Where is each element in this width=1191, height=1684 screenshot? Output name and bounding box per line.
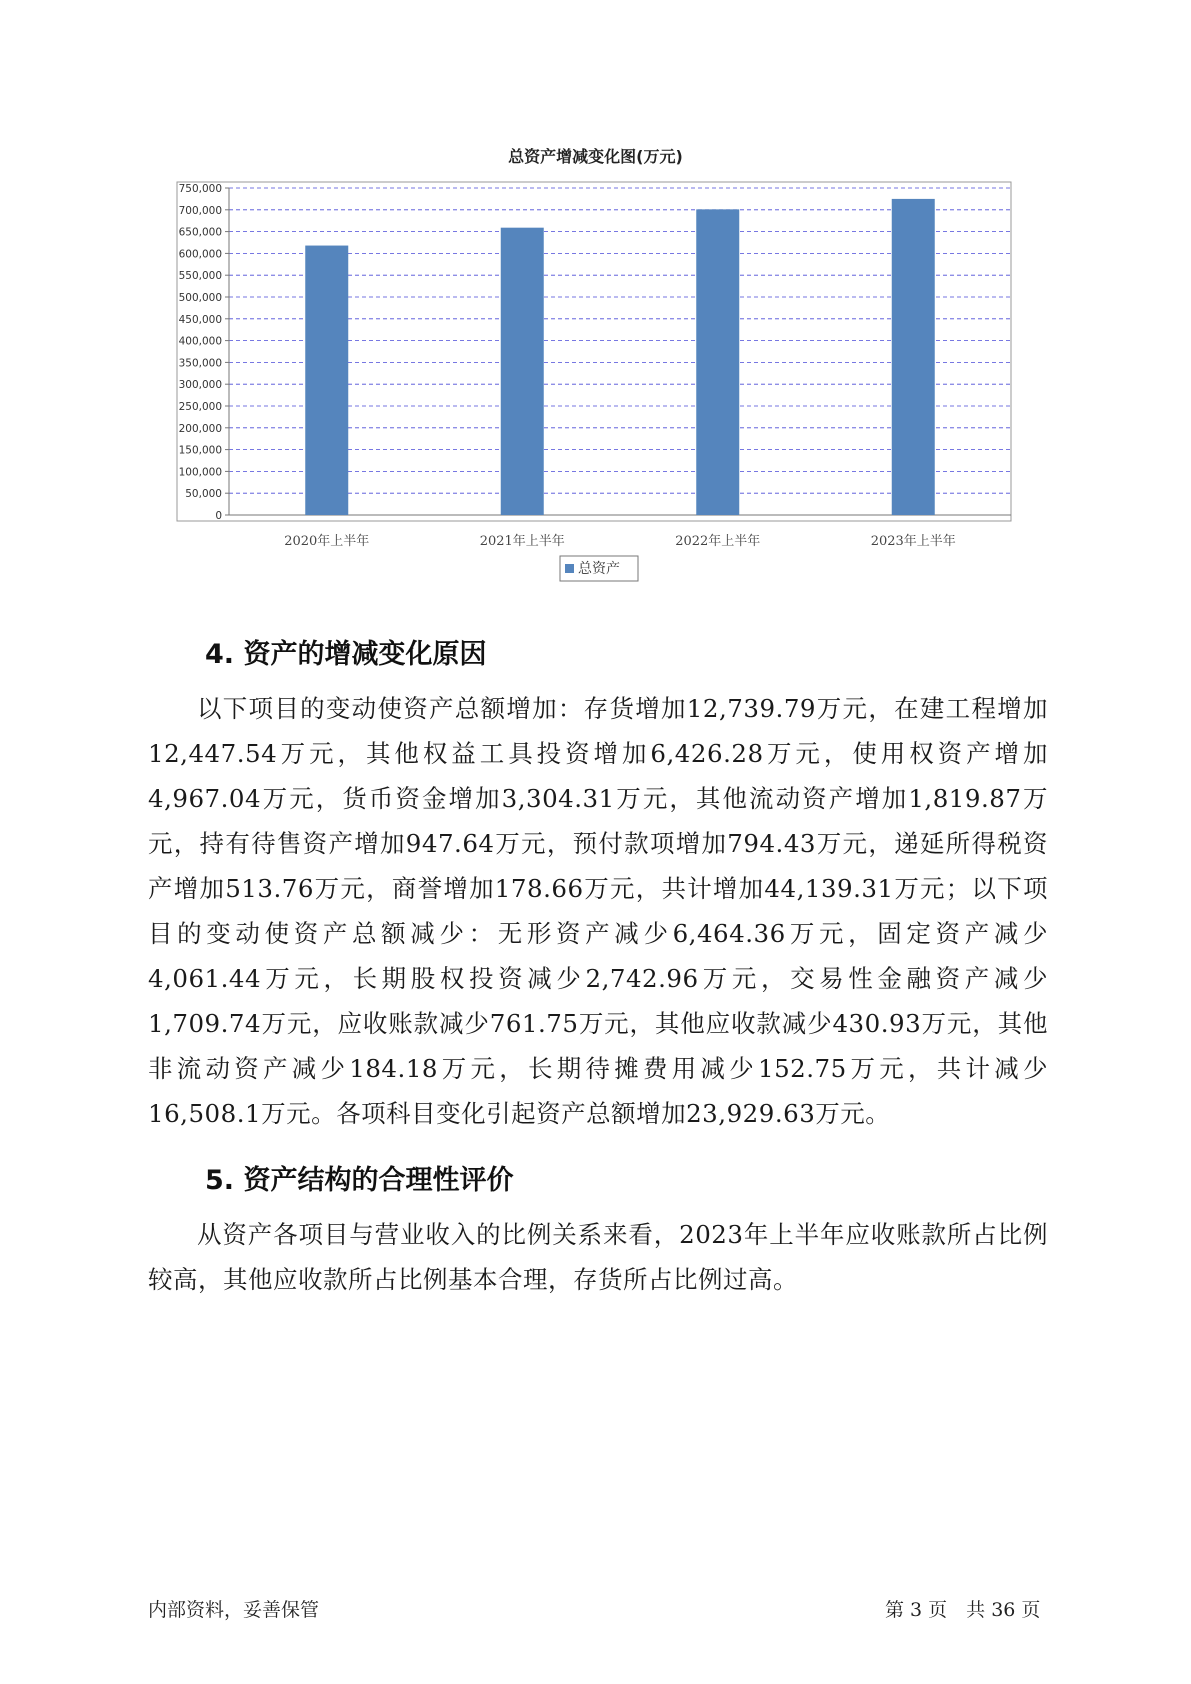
bar — [305, 246, 348, 515]
section-4-paragraph: 以下项目的变动使资产总额增加：存货增加12,739.79万元，在建工程增加12,447.54万元，其他权益工具投资增加6,426.28万元，使用权资产增加4,967.04万元，货币资金增加3,304.31万元，其他流动资产增加1,819.87万元，持有待售资产增加947.64万元，预付款项增加794.43万元，递延所得税资产增加513.76万元，商誉增加178.66万元，共计增加44,139.31万元；以下项目的变动使资产总额减少：无形资产减少6,464.36万元，固定资产减少4,061.44万元，长期股权投资减少2,742.96万元，交易性金融资产减少1,709.74万元，应收账款减少761.75万元，其他应收款减少430.93万元，其他非流动资产减少184.18万元，长期待摊费用减少152.75万元，共计减少16,508.1万元。各项科目变化引起资产总额增加23,929.63万元。 — [148, 694, 1048, 1128]
y-tick-label: 0 — [215, 510, 222, 522]
y-tick-label: 750,000 — [178, 183, 222, 195]
y-tick-label: 650,000 — [178, 226, 222, 239]
y-tick-label: 550,000 — [178, 270, 222, 283]
section-heading-5: 5. 资产结构的合理性评价 — [205, 1165, 514, 1196]
y-tick-label: 700,000 — [178, 204, 222, 217]
x-tick-label: 2023年上半年 — [870, 534, 956, 549]
y-tick-label: 450,000 — [178, 313, 222, 326]
legend-label: 总资产 — [578, 561, 620, 577]
y-tick-label: 500,000 — [178, 292, 222, 304]
y-tick-label: 50,000 — [185, 488, 222, 501]
plot-frame — [177, 182, 1011, 521]
footer-confidential-note: 内部资料，妥善保管 — [148, 1599, 320, 1621]
x-tick-label: 2020年上半年 — [284, 534, 370, 549]
x-tick-label: 2021年上半年 — [479, 534, 565, 549]
x-tick-label: 2022年上半年 — [675, 534, 761, 549]
legend-swatch — [565, 564, 574, 573]
y-tick-label: 250,000 — [178, 401, 222, 413]
y-tick-label: 100,000 — [178, 466, 222, 479]
footer-page-number: 第 3 页 共 36 页 — [885, 1599, 1041, 1621]
chart-title: 总资产增减变化图(万元) — [508, 147, 683, 166]
y-tick-label: 350,000 — [178, 357, 222, 370]
y-tick-label: 400,000 — [178, 335, 222, 348]
bar — [501, 228, 544, 515]
section-5-paragraph: 从资产各项目与营业收入的比例关系来看，2023年上半年应收账款所占比例较高，其他应收款所占比例基本合理，存货所占比例过高。 — [148, 1220, 1048, 1294]
bar — [892, 199, 935, 515]
y-tick-label: 300,000 — [178, 379, 222, 392]
bar — [696, 209, 739, 515]
total-assets-bar-chart — [0, 0, 1191, 600]
section-heading-4: 4. 资产的增减变化原因 — [205, 639, 487, 670]
y-tick-label: 200,000 — [178, 422, 222, 435]
y-tick-label: 150,000 — [178, 444, 222, 457]
y-tick-label: 600,000 — [178, 248, 222, 261]
